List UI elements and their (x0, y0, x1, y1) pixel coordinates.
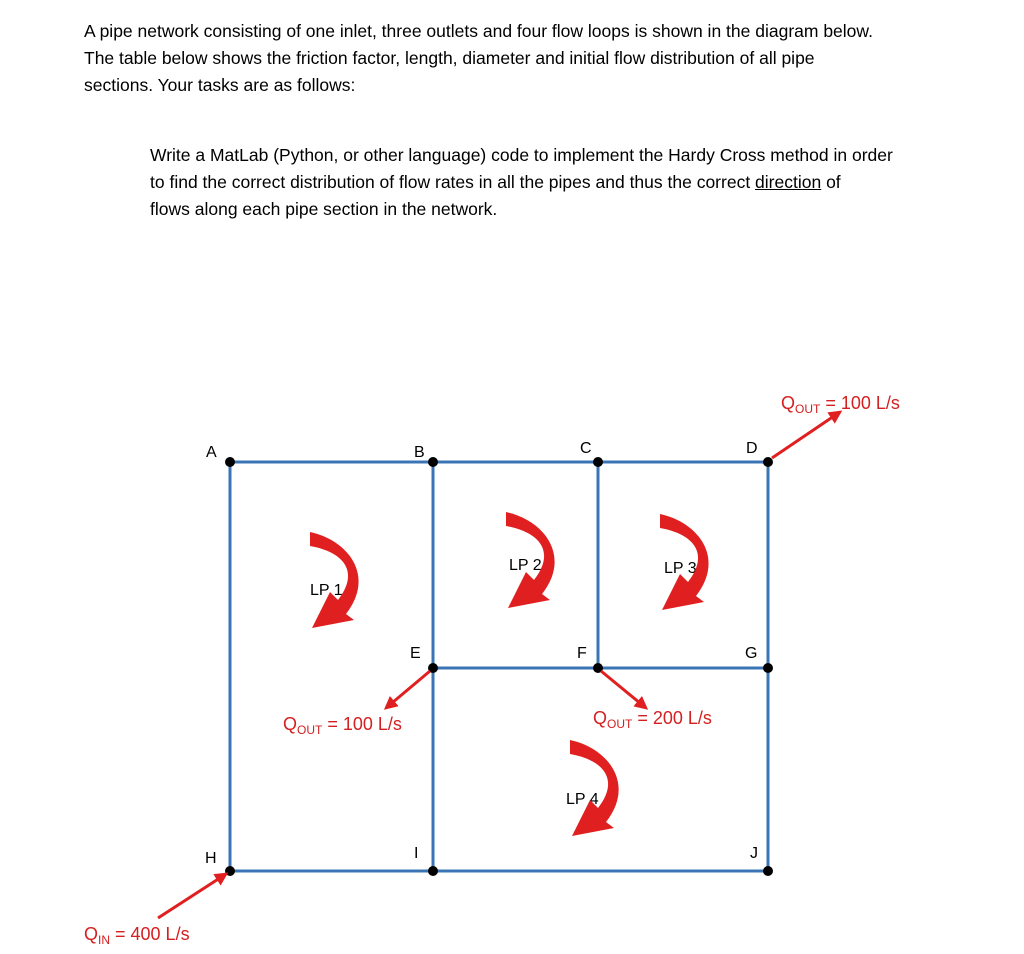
intro-line-3: sections. Your tasks are as follows: (84, 75, 356, 95)
outlet-f-arrow (601, 671, 646, 708)
outlet-f-flow-label: $Q_{OUT} = 200$ L/s (593, 708, 712, 731)
loop-1-label: LP 1 (310, 582, 343, 599)
inlet-h-arrow (158, 874, 226, 918)
node-i-dot (428, 866, 438, 876)
node-d-label: D (746, 440, 758, 457)
node-j-label: J (750, 845, 758, 862)
intro-line-2: The table below shows the friction factor, length, diameter and initial flow distribution of all pipe (84, 48, 815, 68)
loop-4-arrow (570, 740, 619, 836)
intro-line-1: A pipe network consisting of one inlet, three outlets and four flow loops is shown in the diagram below. (84, 21, 873, 41)
node-d-dot (763, 457, 773, 467)
node-b-label: B (414, 444, 425, 461)
direction-underlined: direction (755, 172, 822, 192)
loop-2-label: LP 2 (509, 557, 542, 574)
node-c-label: C (580, 440, 592, 457)
node-g-label: G (745, 645, 758, 662)
node-h-dot (225, 866, 235, 876)
outlet-d-arrow (772, 412, 840, 458)
flow-arrows (158, 412, 840, 918)
node-b-dot (428, 457, 438, 467)
task-line-1: Write a MatLab (Python, or other language) code to implement the Hardy Cross method in order (150, 145, 893, 165)
loop-3-label: LP 3 (664, 560, 697, 577)
node-a-dot (225, 457, 235, 467)
outlet-e-flow-label: $Q_{OUT} = 100$ L/s (283, 714, 402, 737)
node-h-label: H (205, 850, 217, 867)
outlet-e-arrow (386, 671, 430, 708)
node-e-label: E (410, 645, 421, 662)
node-g-dot (763, 663, 773, 673)
node-i-label: I (414, 845, 419, 862)
node-j-dot (763, 866, 773, 876)
node-f-label: F (577, 645, 587, 662)
loop-1-arrow (310, 532, 359, 628)
inlet-h-flow-label: $Q_{IN} = 400$ L/s (84, 924, 190, 947)
task-line-2-start: to find the correct distribution of flow rates in all the pipes and thus the correct (150, 172, 756, 192)
node-c-dot (593, 457, 603, 467)
node-a-label: A (206, 444, 217, 461)
pipe-lines (230, 462, 768, 871)
task-line-3: flows along each pipe section in the network. (150, 199, 498, 219)
task-line-2-end: of (821, 172, 841, 192)
outlet-d-flow-label: $Q_{OUT} = 100$ L/s (781, 393, 900, 416)
loop-4-label: LP 4 (566, 791, 599, 808)
